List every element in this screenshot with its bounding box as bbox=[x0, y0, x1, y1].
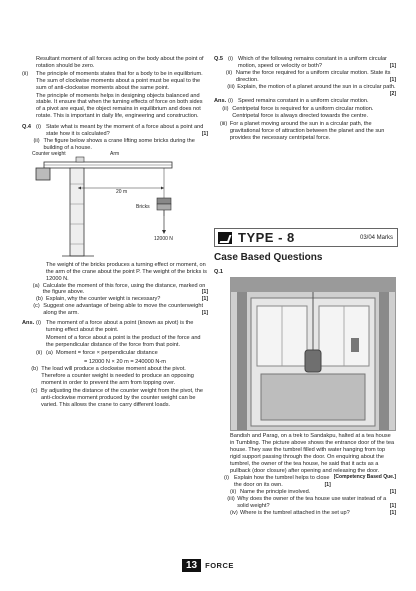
answer-text: The moment of a force about a point (known as pivot) is the turning effect about the point. bbox=[46, 320, 194, 333]
q5-ii-text bbox=[236, 70, 396, 84]
sub-number: (i) bbox=[228, 98, 233, 105]
chapter-name: FORCE bbox=[205, 561, 234, 570]
marks: [2] bbox=[389, 90, 396, 97]
answer-text: Moment = force × perpendicular distance bbox=[56, 349, 158, 356]
type-header bbox=[214, 228, 398, 247]
question-4a bbox=[22, 283, 208, 297]
case-text bbox=[214, 433, 396, 481]
case-q-iii bbox=[214, 496, 396, 510]
sub-number: (a) bbox=[32, 282, 40, 289]
question-text bbox=[46, 124, 208, 138]
q5-iii-text bbox=[237, 84, 396, 98]
question-4c bbox=[22, 303, 208, 317]
case-q-ii bbox=[214, 489, 396, 496]
marks: [1] bbox=[201, 310, 208, 317]
sub-number: (iii) bbox=[227, 496, 235, 503]
answer-5-ii bbox=[214, 106, 396, 120]
sub-number: (b) bbox=[36, 296, 43, 303]
case-body: Bandish and Parag, on a trek to Sandakpu, halted at a tea house in Tumbling. The picture above shows the entrance door of the tea house. They saw the tumbrel filled with water hanging from top rigid support passing through the door. On enquiring about the tumbrel, the owner of the tea house, he said that it acts as a pullback (door closure) after opening and releasing the door. bbox=[230, 433, 395, 474]
answer-text: Centripetal force is required for a uniform circular motion. Centripetal force is always directed towards the centre. bbox=[232, 106, 374, 120]
sub-number: (i) bbox=[228, 56, 233, 62]
q4a-text bbox=[43, 283, 208, 297]
q4-paragraph: The weight of the bricks produces a turning effect or moment, on the arm of the crane about the point P. The weight of the bricks is 12000 N. bbox=[46, 261, 207, 282]
marks: [1] bbox=[389, 489, 396, 496]
door-illustration bbox=[231, 278, 395, 430]
marks: [1] bbox=[389, 509, 396, 516]
answer-4-ii-c bbox=[22, 388, 208, 409]
sub-number: (ii) bbox=[36, 349, 43, 356]
case-q-iv-body: Where is the tumbrel attached in the set up? bbox=[240, 509, 350, 516]
sub-number: (iv) bbox=[230, 509, 238, 516]
principle-item bbox=[22, 71, 208, 92]
type-title: TYPE - 8 bbox=[238, 230, 295, 245]
sub-number: (i) bbox=[36, 124, 41, 131]
answer-4-i-2: Moment of a force about a point is the product of the force and the perpendicular distance of the force from that point. bbox=[46, 334, 201, 348]
sub-number: (i) bbox=[36, 320, 41, 327]
sub-number: (ii) bbox=[230, 489, 237, 496]
sub-number: (a) bbox=[46, 349, 53, 356]
case-q-ii-body: Name the principle involved. bbox=[240, 489, 311, 496]
page-footer bbox=[182, 559, 234, 572]
q4-ii-text: The figure below shows a crane lifting some bricks during the building of a house. bbox=[43, 137, 195, 151]
question-5-ii bbox=[214, 70, 396, 84]
crane-figure bbox=[32, 150, 208, 258]
marks: [1] bbox=[389, 62, 396, 69]
question-5-iii bbox=[214, 84, 396, 98]
question-4-ii bbox=[22, 138, 208, 152]
answer-text: For a planet moving around the sun in a circular path, the gravitational force of attraction between the planet and the sun provides the necessary centripetal force. bbox=[229, 121, 385, 141]
question-4b bbox=[22, 296, 208, 303]
case-q-ii-text bbox=[240, 489, 396, 496]
q5-ii-body: Name the force required for a uniform circular motion. State its direction. bbox=[235, 69, 391, 83]
sub-number: (c) bbox=[33, 303, 40, 310]
arm-label: Arm bbox=[110, 150, 120, 157]
type-marks: 03/04 Marks bbox=[359, 234, 393, 241]
tea-house-door-photo bbox=[230, 277, 396, 431]
answer-label: Ans. bbox=[22, 320, 35, 327]
answer-text: Speed remains constant in a uniform circular motion. bbox=[238, 98, 369, 105]
sub-number: (c) bbox=[30, 388, 38, 395]
sub-number: (b) bbox=[31, 366, 39, 373]
item-number: (ii) bbox=[22, 70, 29, 77]
q4c-text bbox=[43, 303, 208, 317]
type-icon bbox=[218, 232, 232, 244]
marks: [1] bbox=[201, 296, 208, 303]
case-block bbox=[214, 433, 396, 517]
answer-label: Ans. bbox=[214, 98, 227, 105]
marks: [1] bbox=[201, 289, 208, 296]
marks: [1] bbox=[389, 76, 396, 83]
principle-text-2: The principle of moments helps in designing objects balanced and stable. It ensure that when the turning effects of force on both sides of a pivot are equal, the object remains in equilibrium and does not rotate. This is important in daily life, engineering and construction. bbox=[36, 92, 203, 120]
q4c-body: Suggest one advantage of being able to move the counterweight along the arm. bbox=[43, 303, 204, 317]
case-q-iv-text bbox=[240, 510, 396, 517]
left-column bbox=[22, 56, 208, 409]
bricks-label: Bricks bbox=[136, 203, 150, 210]
question-5-i bbox=[214, 56, 396, 70]
case-question-number: Q.1 bbox=[214, 269, 224, 275]
distance-label: 20 m bbox=[116, 188, 128, 195]
q5-iii-body: Explain, the motion of a planet around the sun in a circular path. bbox=[237, 83, 396, 90]
answer-4-ii-a bbox=[22, 350, 208, 357]
page-number: 13 bbox=[182, 559, 201, 572]
answer-4-calc: = 12000 N × 20 m = 240000 N-m bbox=[84, 358, 166, 365]
sub-number: (ii) bbox=[222, 106, 229, 113]
sub-number: (ii) bbox=[33, 137, 40, 144]
case-q-iv bbox=[214, 510, 396, 517]
case-q-i bbox=[214, 475, 331, 489]
marks: [1] bbox=[324, 482, 331, 489]
question-number: Q.4 bbox=[22, 124, 32, 131]
sub-number: (ii) bbox=[225, 69, 233, 76]
principle-text: The principle of moments states that for a body to be in equilibrium. The sum of clockwise moments about a point must be equal to the sum of anti-clockwise moments about the same point. bbox=[36, 70, 203, 91]
competency-tag: [Competency Based Que.] bbox=[333, 474, 396, 481]
q5-i-text bbox=[238, 56, 396, 70]
case-q-iii-body: Why does the owner of the tea house use water instead of a solid weight? bbox=[237, 496, 387, 510]
answer-text: By adjusting the distance of the counter weight from the pivot, the anti-clockwise moment produced by the counter weight can be varied. This allows the crane to carry different loads. bbox=[40, 388, 203, 408]
answer-5-iii bbox=[214, 121, 396, 142]
answer-4-i bbox=[22, 320, 208, 334]
q4a-body: Calculate the moment of this force, using the distance, marked on the figure above. bbox=[42, 282, 206, 296]
marks: [1] bbox=[389, 503, 396, 510]
q4b-body: Explain, why the counter weight is necessary? bbox=[46, 296, 161, 303]
counter-weight-label: Counter weight bbox=[32, 150, 66, 157]
answer-4-ii-b bbox=[22, 366, 208, 387]
question-number: Q.5 bbox=[214, 56, 224, 62]
sub-number: (iii) bbox=[219, 121, 228, 128]
case-q-iii-text bbox=[237, 496, 396, 510]
q4-i-text: State what is meant by the moment of a force about a point and state how it is calculated? bbox=[46, 124, 204, 138]
intro-text: Resultant moment of all forces acting on the body about the point of rotation should be zero. bbox=[36, 56, 204, 69]
q4b-text bbox=[46, 296, 208, 303]
sub-number: (i) bbox=[223, 475, 229, 482]
marks: [1] bbox=[201, 131, 208, 138]
section-title: Case Based Questions bbox=[214, 252, 323, 263]
case-q-i-text bbox=[234, 475, 331, 489]
question-4 bbox=[22, 124, 208, 138]
right-column bbox=[214, 56, 396, 142]
sub-number: (iii) bbox=[227, 83, 235, 90]
load-label: 12000 N bbox=[154, 235, 173, 242]
answer-5-i bbox=[214, 98, 396, 105]
answer-text: The load will produce a clockwise moment about the pivot. Therefore a counter weight is needed to produce an opposing moment in order to prevent the arm from topping over. bbox=[41, 366, 194, 387]
q5-i-body: Which of the following remains constant in a uniform circular motion, speed or velocity or both? bbox=[238, 56, 387, 69]
case-q-i-body: Explain how the tumbrel helps to close the door on its own. bbox=[233, 475, 330, 489]
